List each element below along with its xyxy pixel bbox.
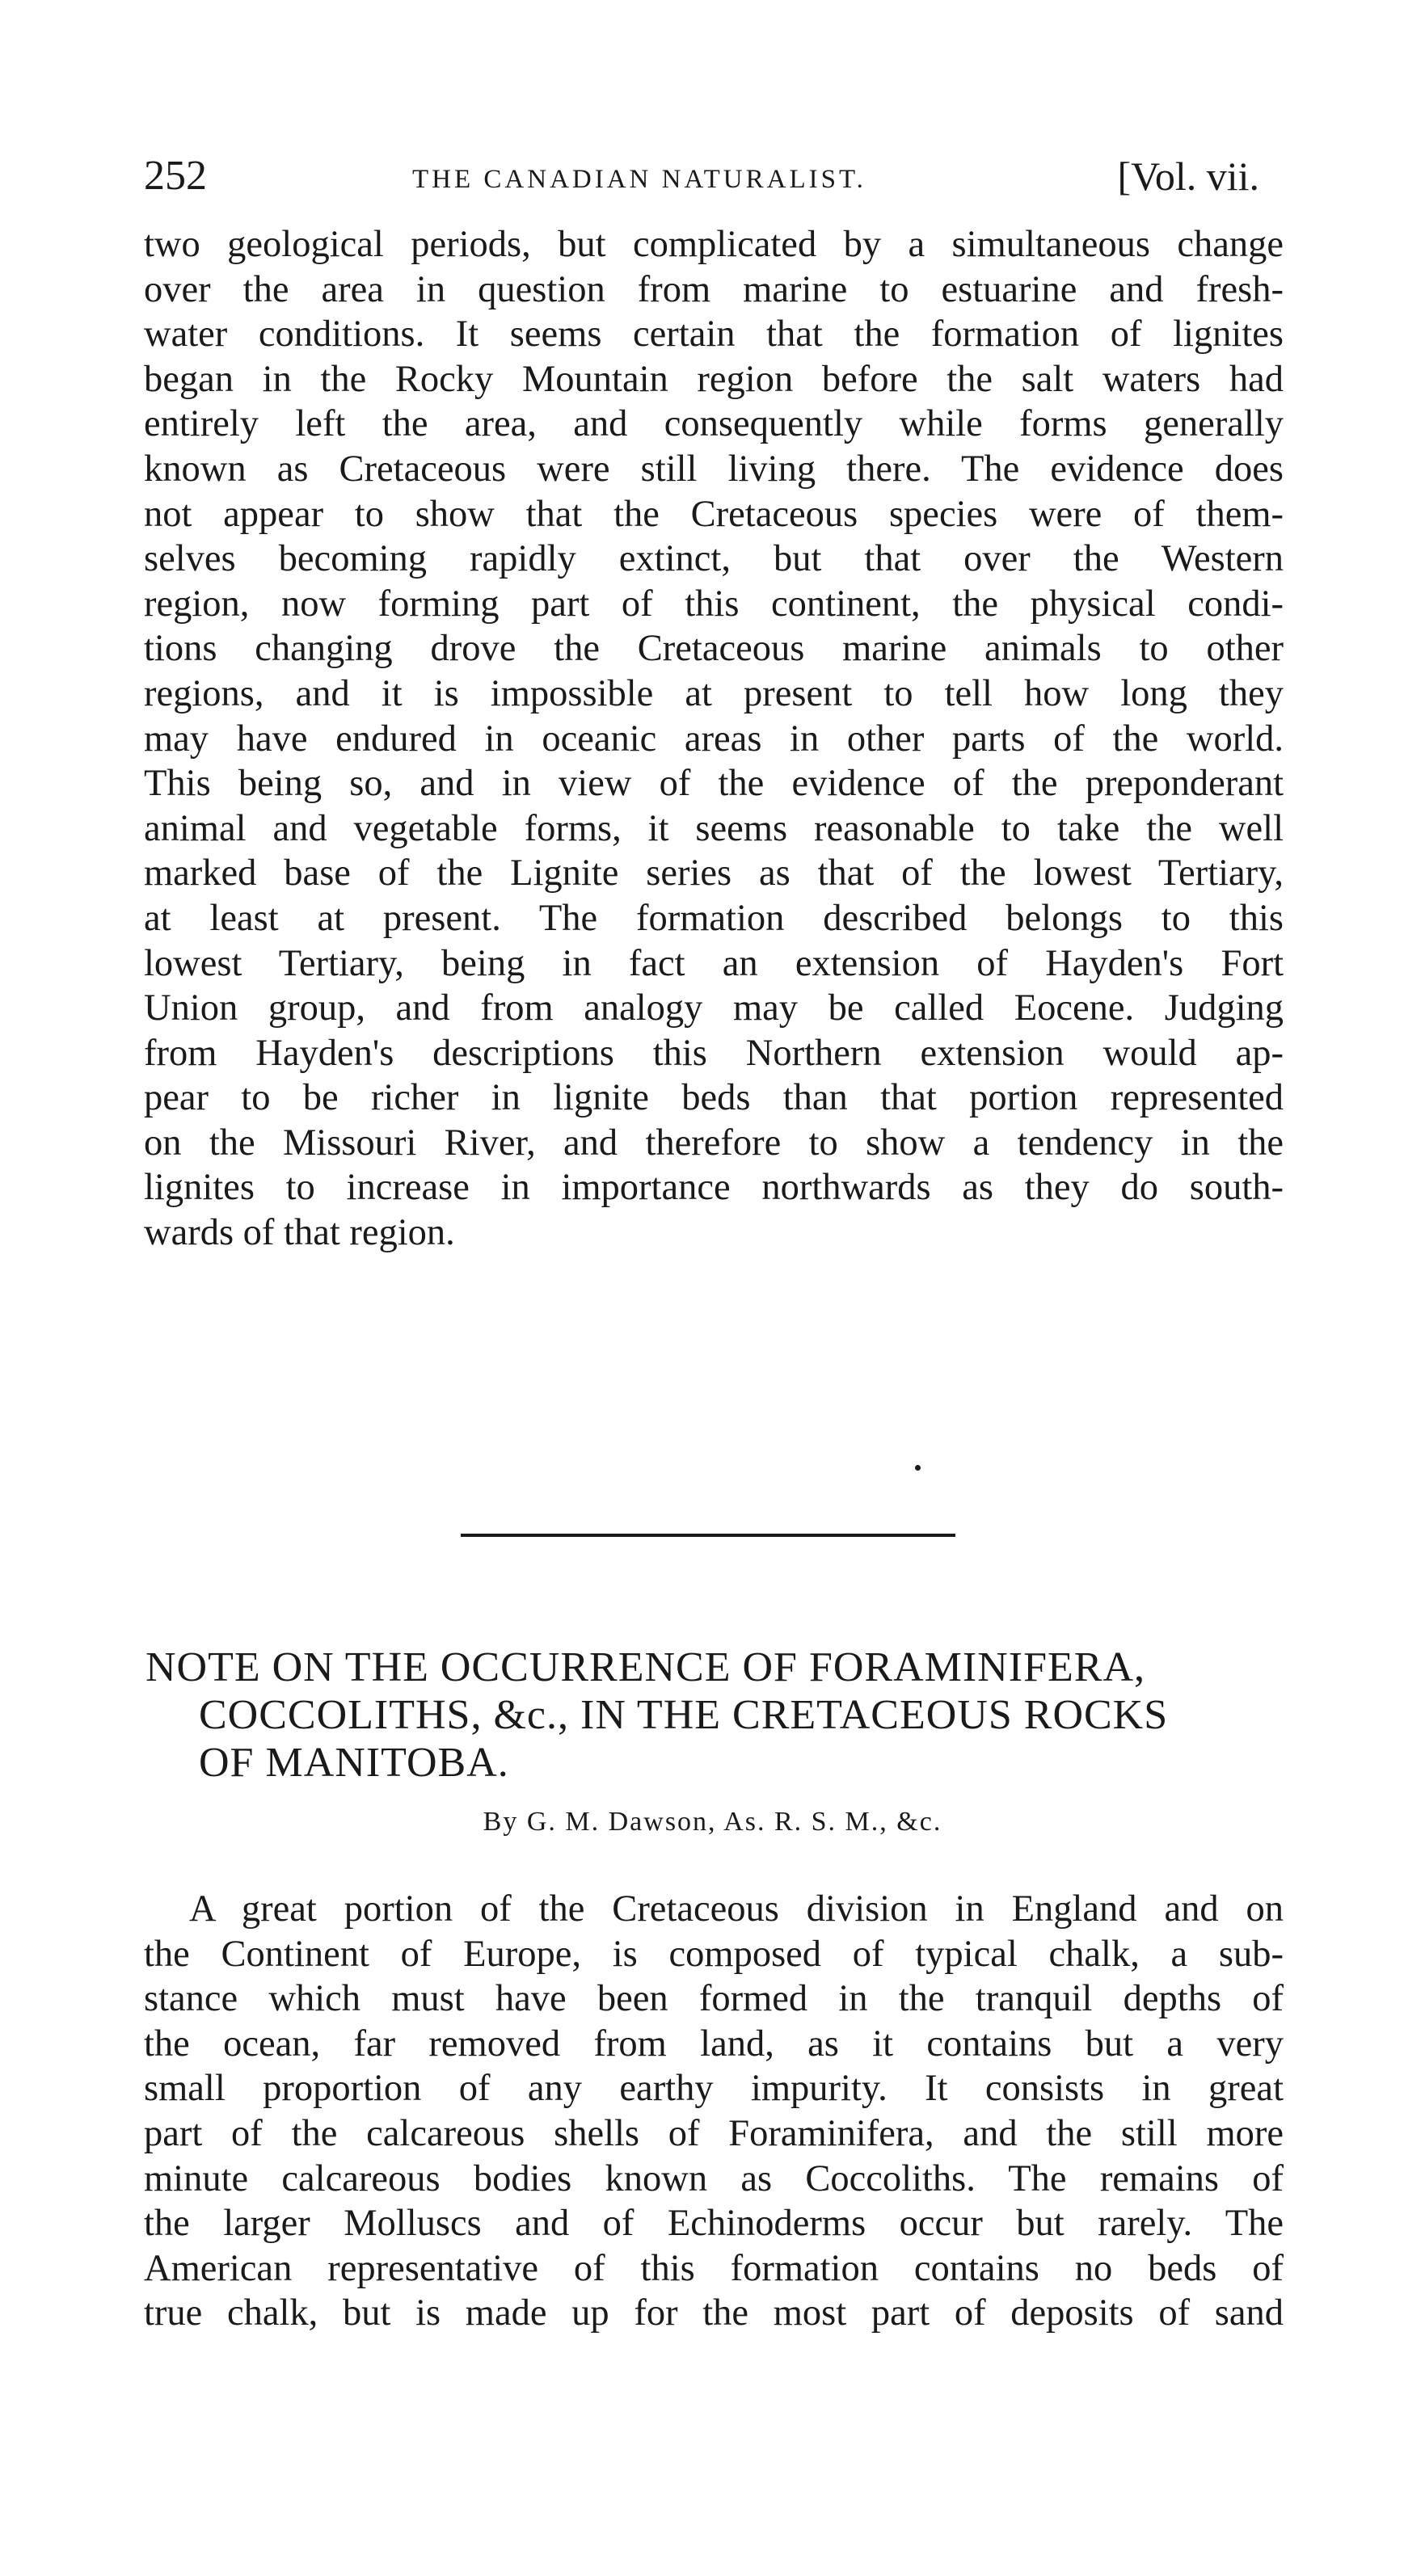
text-line: region, now forming part of this continent, the physical condi- — [144, 583, 1284, 625]
text-line: not appear to show that the Cretaceous species were of them- — [144, 493, 1284, 535]
paragraph-article-opening — [144, 1887, 1284, 2336]
text-line: part of the calcareous shells of Foraminifera, and the still more — [144, 2112, 1284, 2154]
title-line: OF MANITOBA. — [199, 1740, 509, 1786]
text-line: minute calcareous bodies known as Coccoliths. The remains of — [144, 2157, 1284, 2199]
stray-mark — [915, 1465, 921, 1471]
section-divider-rule — [461, 1534, 955, 1537]
text-line: known as Cretaceous were still living there. The evidence does — [144, 448, 1284, 490]
paragraph-continued — [144, 222, 1284, 1256]
text-line: from Hayden's descriptions this Northern extension would ap- — [144, 1032, 1284, 1074]
text-line: the ocean, far removed from land, as it contains but a very — [144, 2022, 1284, 2065]
text-line: over the area in question from marine to estuarine and fresh- — [144, 268, 1284, 310]
text-line: wards of that region. — [144, 1212, 455, 1254]
text-line: stance which must have been formed in the tranquil depths of — [144, 1978, 1284, 2020]
text-line: began in the Rocky Mountain region before the salt waters had — [144, 358, 1284, 400]
text-line: regions, and it is impossible at present to tell how long they — [144, 672, 1284, 714]
text-line: at least at present. The formation described belongs to this — [144, 897, 1284, 939]
text-line: true chalk, but is made up for the most part of deposits of sand — [144, 2292, 1284, 2334]
text-line: the Continent of Europe, is composed of typical chalk, a sub- — [144, 1933, 1284, 1975]
text-line: on the Missouri River, and therefore to show a tendency in the — [144, 1122, 1284, 1164]
title-line: COCCOLITHS, &c., IN THE CRETACEOUS ROCKS — [199, 1692, 1169, 1738]
text-line: small proportion of any earthy impurity. It consists in great — [144, 2068, 1284, 2110]
title-line: NOTE ON THE OCCURRENCE OF FORAMINIFERA, — [145, 1644, 1146, 1690]
page-header — [144, 152, 1259, 217]
text-line: A great portion of the Cretaceous division in England and on — [189, 1888, 1284, 1930]
text-line: animal and vegetable forms, it seems reasonable to take the well — [144, 807, 1284, 849]
text-line: the larger Molluscs and of Echinoderms occur but rarely. The — [144, 2203, 1284, 2245]
text-line: lowest Tertiary, being in fact an extension of Hayden's Fort — [144, 942, 1284, 984]
text-line: may have endured in oceanic areas in other parts of the world. — [144, 718, 1284, 760]
text-line: two geological periods, but complicated by a simultaneous change — [144, 224, 1284, 265]
article-byline: By G. M. Dawson, As. R. S. M., &c. — [483, 1807, 942, 1837]
page-number: 252 — [144, 153, 207, 199]
text-line: entirely left the area, and consequently while forms generally — [144, 403, 1284, 445]
text-line: pear to be richer in lignite beds than that portion represented — [144, 1077, 1284, 1119]
text-line: water conditions. It seems certain that the formation of lignites — [144, 314, 1284, 356]
text-line: marked base of the Lignite series as that of the lowest Tertiary, — [144, 852, 1284, 894]
text-line: This being so, and in view of the evidence of the preponderant — [144, 763, 1284, 805]
volume-label: [Vol. vii. — [1117, 154, 1259, 199]
article-title — [145, 1644, 1277, 1787]
text-line: selves becoming rapidly extinct, but that over the Western — [144, 538, 1284, 580]
text-line: American representative of this formation contains no beds of — [144, 2247, 1284, 2289]
text-line: lignites to increase in importance northwards as they do south- — [144, 1167, 1284, 1209]
running-title: THE CANADIAN NATURALIST. — [412, 165, 866, 194]
text-line: tions changing drove the Cretaceous marine animals to other — [144, 628, 1284, 670]
text-line: Union group, and from analogy may be called Eocene. Judging — [144, 987, 1284, 1029]
